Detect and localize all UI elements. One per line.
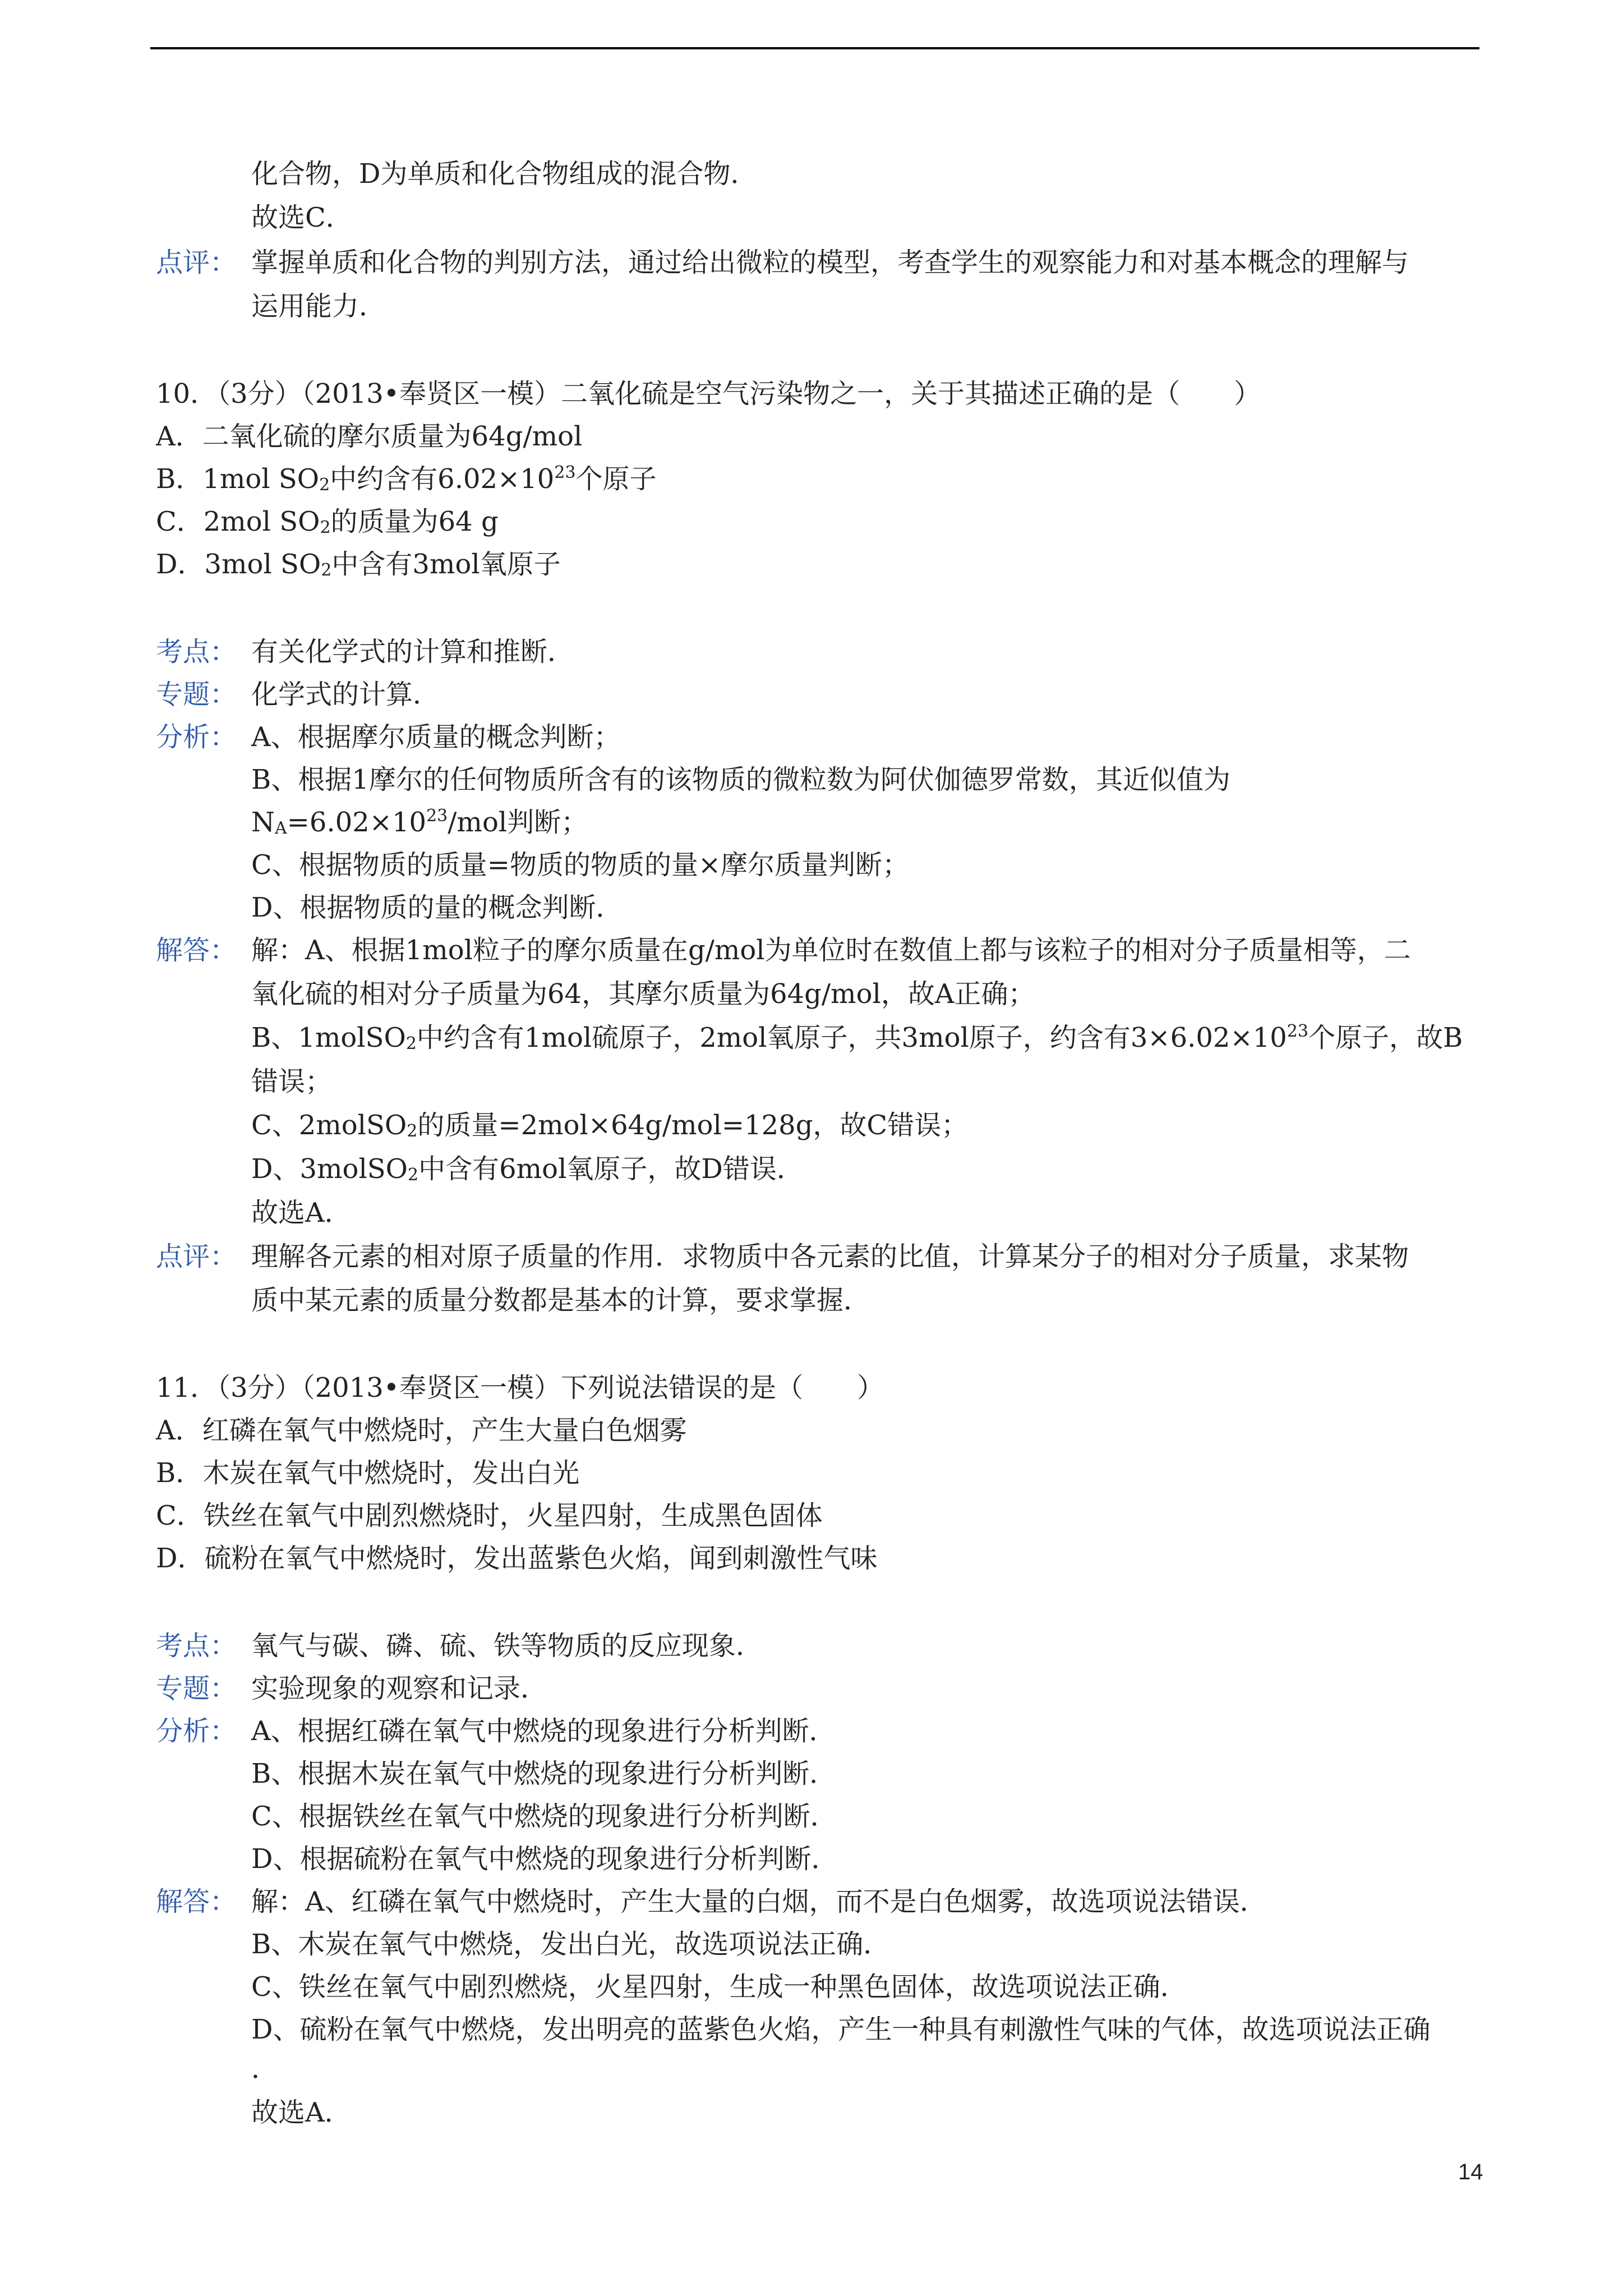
q10-option-d: D．3mol $SO_2$中含有3mol氧原子 [156,549,561,580]
q10-fenxi-b1: B、根据1摩尔的任何物质所含有的该物质的微粒数为阿伏伽德罗常数，其近似值为 [251,764,1230,795]
q11-fenxi-c: C、根据铁丝在氧气中燃烧的现象进行分析判断． [251,1801,837,1832]
q11-fenxi-b: B、根据木炭在氧气中燃烧的现象进行分析判断． [251,1758,837,1789]
q10-kaodian: 有关化学式的计算和推断． [251,636,575,668]
q10-fenxi-b2: $N_A=6.02\times 10^{23}$/mol判断； [251,806,588,838]
q10-option-b: B．1mol $SO_2$中约含有$6.02\times 10^{23}$个原子 [156,463,657,495]
q11-option-b: B．木炭在氧气中燃烧时，发出白光 [156,1457,580,1489]
q10-fenxi-d: D、根据物质的量的概念判断． [251,892,623,923]
q11-fenxi-a: A、根据红磷在氧气中燃烧的现象进行分析判断． [251,1715,836,1747]
q10-jieda-1: 解：A、根据1mol粒子的摩尔质量在g/mol为单位时在数值上都与该粒子的相对分子质量相等，二 [251,935,1411,966]
q11-option-c: C．铁丝在氧气中剧烈燃烧时，火星四射，生成黑色固体 [156,1500,823,1531]
q11-zhuanti-label: 专题： [156,1673,237,1704]
prev-comment-line1: 掌握单质和化合物的判别方法，通过给出微粒的模型，考查学生的观察能力和对基本概念的理解与 [251,247,1409,278]
q11-jieda-5: ． [251,2053,279,2085]
q11-jieda-1: 解：A、红磷在氧气中燃烧时，产生大量的白烟，而不是白色烟雾，故选项说法错误． [251,1886,1267,1917]
header-rule [150,47,1479,49]
q10-dianping-1: 理解各元素的相对原子质量的作用．求物质中各元素的比值，计算某分子的相对分子质量，求某物 [251,1241,1409,1272]
q10-fenxi-label: 分析： [156,721,237,753]
q10-zhuanti-label: 专题： [156,679,237,710]
q10-jieda-3: B、1molSO$_2$中约含有1mol硫原子，2mol氧原子，共3mol原子，约含有$3\times 6.02\times 10^{23}$个原子，故B [251,1022,1463,1053]
q11-jieda-3: C、铁丝在氧气中剧烈燃烧，火星四射，生成一种黑色固体，故选项说法正确． [251,1971,1187,2003]
q10-fenxi-c: C、根据物质的质量=物质的物质的量×摩尔质量判断； [251,849,910,881]
q10-stem: 10．（3分）（2013•奉贤区一模）二氧化硫是空气污染物之一，关于其描述正确的是（ ） [156,378,1261,409]
q10-dianping-2: 质中某元素的质量分数都是基本的计算，要求掌握． [251,1285,871,1316]
q10-option-a: A．二氧化硫的摩尔质量为64g/mol [156,421,583,452]
q11-kaodian: 氧气与碳、磷、硫、铁等物质的反应现象． [251,1630,763,1662]
prev-comment-label: 点评： [156,247,237,278]
prev-analysis-line: 化合物，D为单质和化合物组成的混合物． [251,158,758,190]
q11-answer: 故选A． [251,2097,352,2128]
q10-jieda-5: C、2molSO$_2$的质量=2mol×64g/mol=128g，故C错误； [251,1110,969,1141]
q11-jieda-label: 解答： [156,1886,237,1917]
prev-comment-line2: 运用能力． [251,291,386,322]
q10-jieda-4: 错误； [251,1066,333,1097]
q10-kaodian-label: 考点： [156,636,237,668]
q11-fenxi-label: 分析： [156,1715,237,1747]
q10-answer: 故选A． [251,1197,352,1228]
q10-jieda-2: 氧化硫的相对分子质量为64，其摩尔质量为64g/mol，故A正确； [251,978,1035,1010]
q11-kaodian-label: 考点： [156,1630,237,1662]
q11-stem: 11．（3分）（2013•奉贤区一模）下列说法错误的是（ ） [156,1372,884,1404]
page-number: 14 [1458,2160,1483,2184]
q10-option-c: C．2mol $SO_2$的质量为64 g [156,506,499,537]
q10-jieda-6: D、3molSO$_2$中含有6mol氧原子，故D错误． [251,1153,804,1185]
q11-jieda-4: D、硫粉在氧气中燃烧，发出明亮的蓝紫色火焰，产生一种具有刺激性气味的气体，故选项说法正确 [251,2014,1431,2045]
q11-fenxi-d: D、根据硫粉在氧气中燃烧的现象进行分析判断． [251,1843,838,1875]
q11-option-d: D．硫粉在氧气中燃烧时，发出蓝紫色火焰，闻到刺激性气味 [156,1543,878,1574]
prev-answer: 故选C． [251,202,353,233]
q10-zhuanti: 化学式的计算． [251,679,440,710]
q10-dianping-label: 点评： [156,1241,237,1272]
q10-jieda-label: 解答： [156,935,237,966]
q11-jieda-2: B、木炭在氧气中燃烧，发出白光，故选项说法正确． [251,1929,891,1960]
q10-fenxi-a: A、根据摩尔质量的概念判断； [251,721,621,753]
q11-option-a: A．红磷在氧气中燃烧时，产生大量白色烟雾 [156,1415,687,1446]
q11-zhuanti: 实验现象的观察和记录． [251,1673,548,1704]
